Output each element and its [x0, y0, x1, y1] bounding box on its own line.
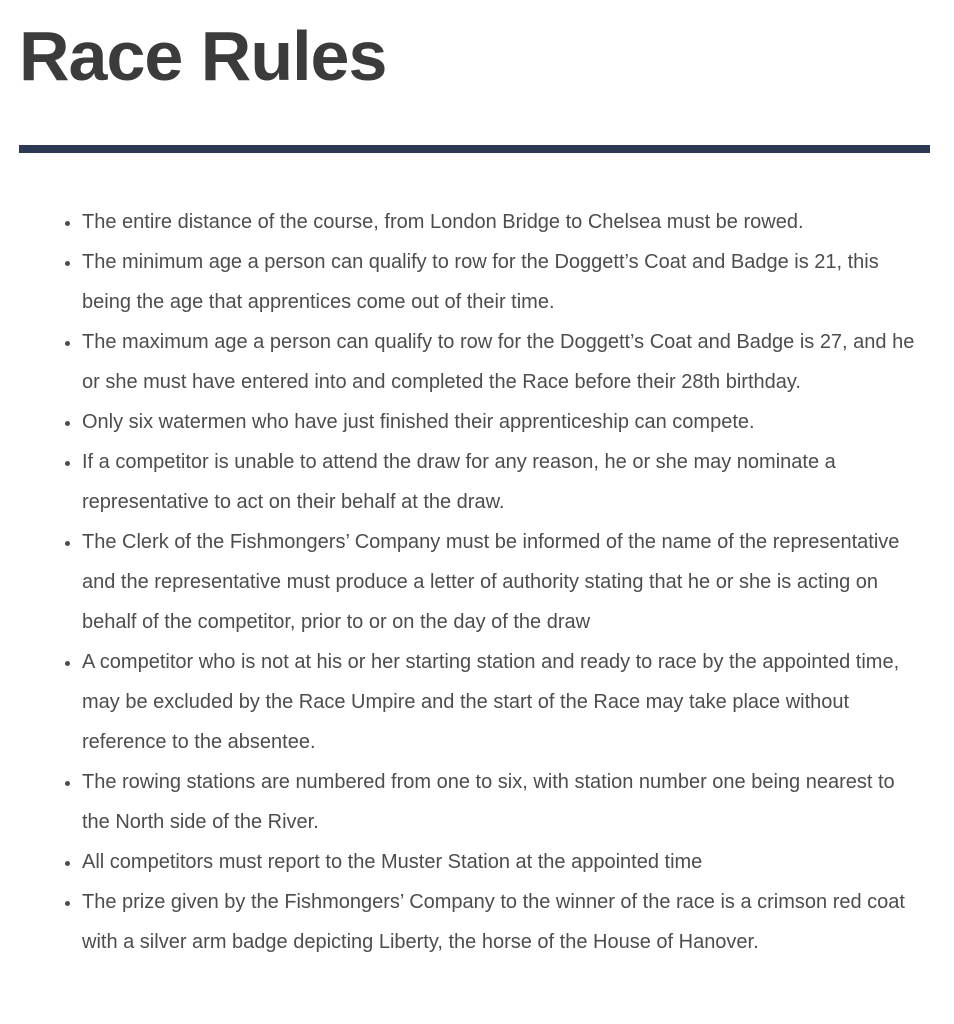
- rule-item: • If a competitor is unable to attend the draw for any reason, he or she may nominate a representative to act on their behalf at the draw.: [82, 442, 919, 522]
- rule-item: • Only six watermen who have just finished their apprenticeship can compete.: [82, 402, 919, 442]
- rules-list: [19, 202, 919, 962]
- rule-item: • The Clerk of the Fishmongers’ Company must be informed of the name of the representative and the representative must produce a letter of authority stating that he or she is acting on behalf of the competitor, prior to or on the day of the draw: [82, 522, 919, 642]
- title-divider: [19, 145, 930, 153]
- page-title: Race Rules: [19, 17, 387, 95]
- rule-item: • The rowing stations are numbered from one to six, with station number one being nearest to the North side of the River.: [82, 762, 919, 842]
- rule-item: • A competitor who is not at his or her starting station and ready to race by the appointed time, may be excluded by the Race Umpire and the start of the Race may take place without reference to the absentee.: [82, 642, 919, 762]
- rule-item: • All competitors must report to the Muster Station at the appointed time: [82, 842, 919, 882]
- rule-item: • The maximum age a person can qualify to row for the Doggett’s Coat and Badge is 27, and he or she must have entered into and completed the Race before their 28th birthday.: [82, 322, 919, 402]
- rule-item: • The entire distance of the course, from London Bridge to Chelsea must be rowed.: [82, 202, 919, 242]
- rule-item: • The prize given by the Fishmongers’ Company to the winner of the race is a crimson red coat with a silver arm badge depicting Liberty, the horse of the House of Hanover.: [82, 882, 919, 962]
- rule-item: • The minimum age a person can qualify to row for the Doggett’s Coat and Badge is 21, this being the age that apprentices come out of their time.: [82, 242, 919, 322]
